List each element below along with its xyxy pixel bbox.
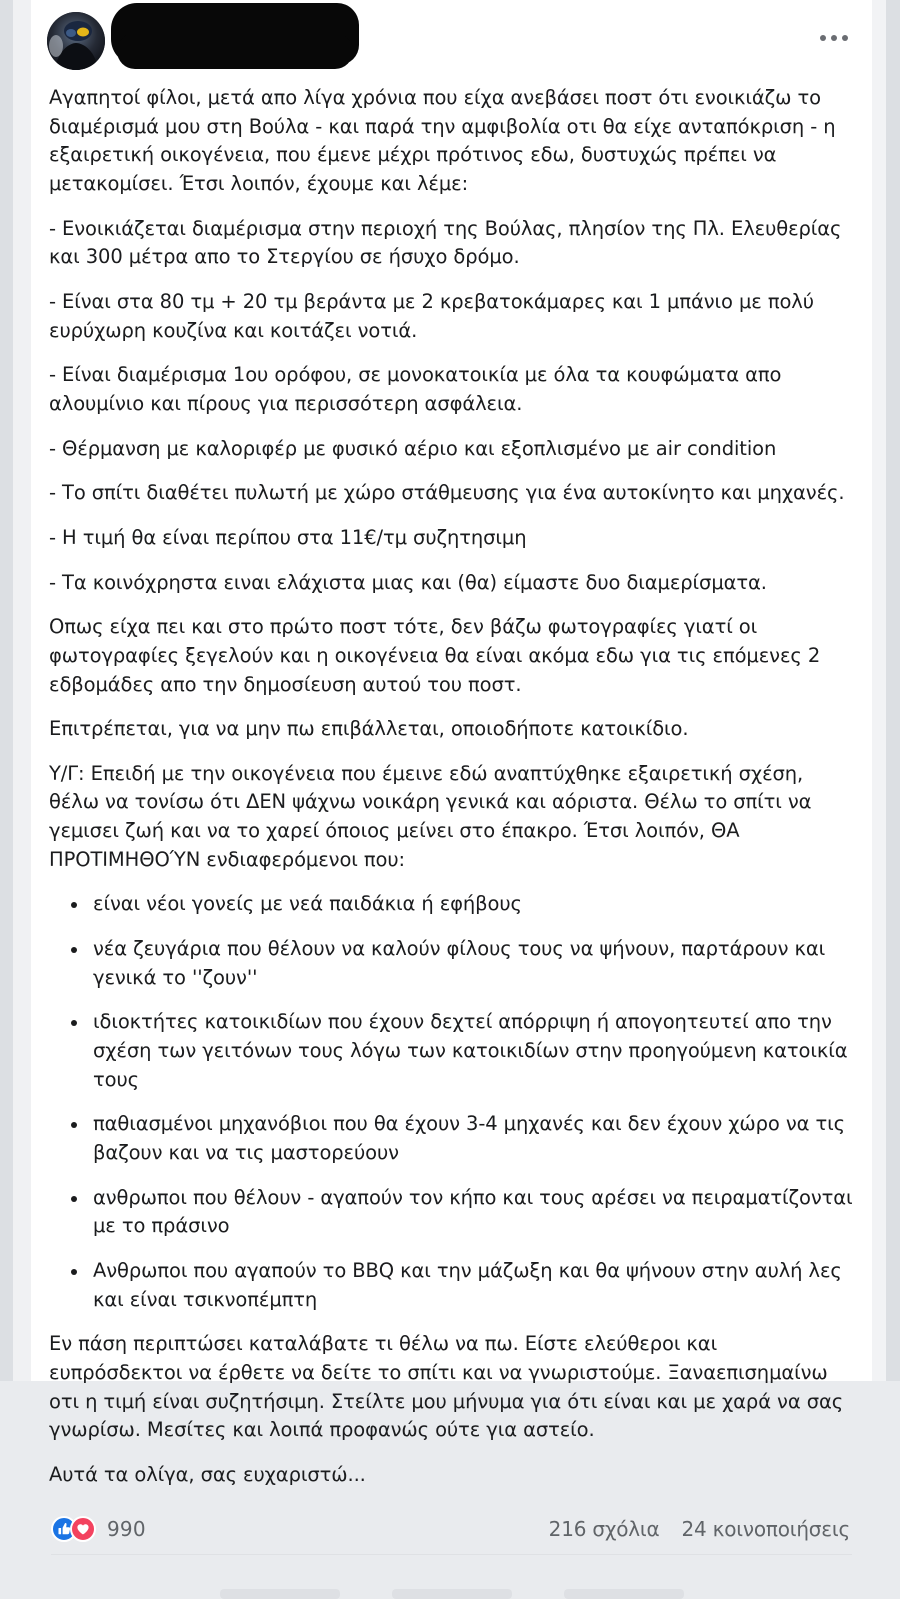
list-item: Ανθρωποι που αγαπούν το BBQ και την μάζωξη και θα ψήνουν στην αυλή λες και είναι τσικνοπέμπτη [89, 1257, 854, 1314]
post-body [31, 84, 872, 1490]
action-bar-peek [31, 1555, 872, 1599]
list-item: νέα ζευγάρια που θέλουν να καλούν φίλους τους να ψήνουν, παρτάρουν και γενικά το ''ζουν'' [89, 935, 854, 992]
preferred-tenants-list [49, 890, 854, 1314]
list-item: ανθρωποι που θέλουν - αγαπούν τον κήπο και τους αρέσει να πειραματίζονται με το πράσινο [89, 1184, 854, 1241]
share-action-peek[interactable] [564, 1589, 684, 1599]
list-item: ιδιοκτήτες κατοικιδίων που έχουν δεχτεί απόρριψη ή απογοητευτεί απο την σχέση των γειτόνων τους λόγω των κατοικιδίων στην προηγούμενη κατοικία τους [89, 1008, 854, 1094]
post-paragraph-postscript: Υ/Γ: Επειδή με την οικογένεια που έμεινε εδώ αναπτύχθηκε εξαιρετική σχέση, θέλω να τονίσω ότι ΔΕΝ ψάχνω νοικάρη γενικά και αόριστα. Θέλω το σπίτι να γεμισει ζωή και να το χαρεί όποιος μείνει στο έπακρο. Έτσι λοιπόν, ΘΑ ΠΡΟΤΙΜΗΘΟΎΝ ενδιαφερόμενοι που: [49, 761, 812, 871]
post-paragraph-floor: - Είναι διαμέρισμα 1ου ορόφου, σε μονοκατοικία με όλα τα κουφώματα απο αλουμίνιο και πίρους για περισσότερη ασφάλεια. [49, 363, 782, 415]
comments-count[interactable]: 216 σχόλια [548, 1516, 660, 1541]
post-paragraph-signoff: Αυτά τα ολίγα, σας ευχαριστώ... [49, 1462, 366, 1486]
page-gutter-inner-right [872, 0, 886, 1381]
like-action-peek[interactable] [220, 1589, 340, 1599]
comment-action-peek[interactable] [392, 1589, 512, 1599]
post-paragraph-pets: Επιτρέπεται, για να μην πω επιβάλλεται, οποιοδήποτε κατοικίδιο. [49, 717, 689, 741]
post-paragraph-size: - Είναι στα 80 τμ + 20 τμ βεράντα με 2 κρεβατοκάμαρες και 1 μπάνιο με πολύ ευρύχωρη κουζίνα και κοιτάζει νοτιά. [49, 289, 814, 342]
options-dot-3 [842, 35, 848, 41]
reactions-summary[interactable] [51, 1516, 146, 1542]
reaction-icons [51, 1516, 96, 1542]
post-paragraph-location: - Ενοικιάζεται διαμέρισμα στην περιοχή της Βούλας, πλησίον της Πλ. Ελευθερίας και 300 μέτρα απο το Στεργίου σε ήσυχο δρόμο. [49, 216, 842, 269]
post-header [31, 0, 872, 84]
post-paragraph-fees: - Τα κοινόχρηστα ειναι ελάχιστα μιας και (θα) είμαστε δυο διαμερίσματα. [49, 570, 767, 594]
post-paragraph-price: - Η τιμή θα είναι περίπου στα 11€/τμ συζητησιμη [49, 525, 527, 549]
post-options-button[interactable] [812, 22, 856, 54]
options-dot-2 [831, 35, 837, 41]
redacted-author-name [111, 3, 359, 65]
post-paragraph-intro: Αγαπητοί φίλοι, μετά απο λίγα χρόνια που είχα ανεβάσει ποστ ότι ενοικιάζω το διαμέρισμά μου στη Βούλα - και παρά την αμφιβολία οτι θα είχε ανταπόκριση - η εξαιρετική οικογένεια, που έμενε μέχρι πρότινος εδω, δυστυχώς πρέπει να μετακομίσει. Έτσι λοιπόν, έχουμε και λέμε: [49, 86, 836, 195]
engagement-bar [31, 1506, 872, 1554]
avatar[interactable] [47, 12, 105, 70]
page-gutter-inner-left [13, 0, 31, 1381]
reaction-count: 990 [107, 1516, 146, 1541]
list-item: είναι νέοι γονείς με νεά παιδάκια ή εφήβους [89, 890, 854, 919]
post-card [31, 0, 872, 1541]
post-paragraph-photos: Οπως είχα πει και στο πρώτο ποστ τότε, δεν βάζω φωτογραφίες γιατί οι φωτογραφίες ξεγελούν και η οικογένεια θα είναι ακόμα εδω για τις επόμενες 2 εδβομάδες απο την δημοσίευση αυτού του ποστ. [49, 615, 821, 696]
options-dot-1 [820, 35, 826, 41]
engagement-meta [549, 1517, 850, 1541]
post-paragraph-heating: - Θέρμανση με καλοριφέρ με φυσικό αέριο και εξοπλισμένο με air condition [49, 436, 777, 460]
post-paragraph-parking: - Το σπίτι διαθέτει πυλωτή με χώρο στάθμευσης για ένα αυτοκίνητο και μηχανές. [49, 481, 845, 505]
shares-count[interactable]: 24 κοινοποιήσεις [681, 1516, 850, 1541]
page-gutter-right [886, 0, 900, 1381]
list-item: παθιασμένοι μηχανόβιοι που θα έχουν 3-4 μηχανές και δεν έχουν χώρο να τις βαζουν και να τις μαστορεύουν [89, 1110, 854, 1167]
post-paragraph-closing: Εν πάση περιπτώσει καταλάβατε τι θέλω να πω. Είστε ελεύθεροι και ευπρόσδεκτοι να έρθετε να δείτε το σπίτι και να γνωριστούμε. Ξαναεπισημαίνω οτι η τιμή είναι συζητήσιμη. Στείλτε μου μήνυμα για ότι είναι και με χαρά να σας γνωρίσω. Μεσίτες και λοιπά προφανώς ούτε για αστείο. [49, 1332, 844, 1442]
page-gutter-left [0, 0, 13, 1381]
heart-icon [70, 1516, 96, 1542]
